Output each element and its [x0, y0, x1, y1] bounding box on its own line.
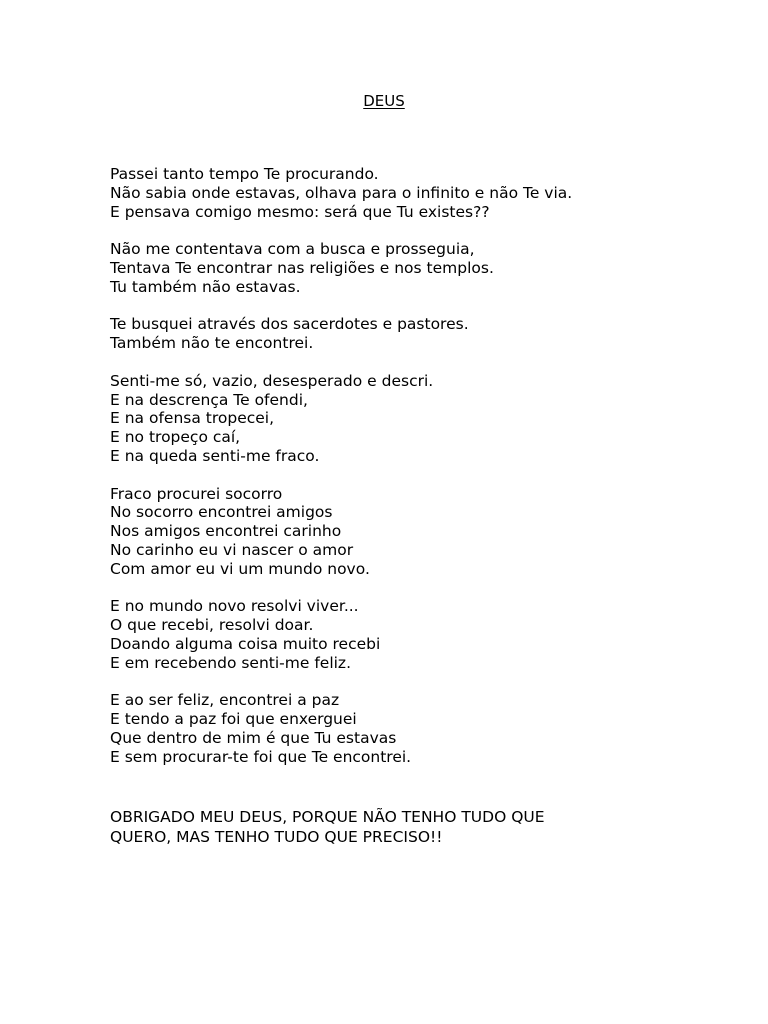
- stanza-6: [110, 597, 750, 672]
- poem-line: E na ofensa tropecei,: [110, 409, 275, 428]
- poem-body: [110, 165, 750, 785]
- stanza-5: [110, 485, 750, 579]
- poem-line: E na descrença Te ofendi,: [110, 390, 308, 409]
- poem-line: Passei tanto tempo Te procurando.: [110, 165, 379, 183]
- poem-line: Que dentro de mim é que Tu estavas: [110, 728, 397, 747]
- poem-line: No carinho eu vi nascer o amor: [110, 540, 354, 559]
- poem-line: No socorro encontrei amigos: [110, 503, 333, 522]
- poem-line: E na queda senti-me fraco.: [110, 446, 320, 465]
- poem-line: E em recebendo senti-me feliz.: [110, 653, 351, 672]
- poem-title: DEUS: [363, 92, 405, 110]
- poem-line: Nos amigos encontrei carinho: [110, 522, 342, 541]
- poem-line: Também não te encontrei.: [110, 334, 314, 353]
- poem-line: E ao ser feliz, encontrei a paz: [110, 691, 340, 710]
- poem-line: Tentava Te encontrar nas religiões e nos templos.: [110, 258, 494, 277]
- poem-line: E no mundo novo resolvi viver...: [110, 597, 359, 616]
- poem-line: E tendo a paz foi que enxerguei: [110, 710, 357, 729]
- closing-statement: [110, 807, 750, 847]
- poem-line: Tu também não estavas.: [110, 277, 301, 296]
- closing-line: OBRIGADO MEU DEUS, PORQUE NÃO TENHO TUDO QUE: [110, 808, 545, 826]
- stanza-4: [110, 372, 750, 466]
- stanza-3: [110, 315, 750, 353]
- poem-line: Não me contentava com a busca e prosseguia,: [110, 240, 475, 259]
- poem-line: Fraco procurei socorro: [110, 484, 283, 503]
- stanza-1: [110, 165, 750, 221]
- poem-line: Com amor eu vi um mundo novo.: [110, 559, 370, 578]
- stanza-2: [110, 240, 750, 296]
- poem-line: Te busquei através dos sacerdotes e pastores.: [110, 315, 469, 334]
- poem-line: O que recebi, resolvi doar.: [110, 616, 314, 635]
- poem-line: E pensava comigo mesmo: será que Tu existes??: [110, 202, 490, 221]
- closing-line: QUERO, MAS TENHO TUDO QUE PRECISO!!: [110, 828, 443, 846]
- poem-line: E no tropeço caí,: [110, 428, 241, 447]
- poem-line: Senti-me só, vazio, desesperado e descri.: [110, 371, 434, 390]
- stanza-7: [110, 691, 750, 766]
- poem-line: Doando alguma coisa muito recebi: [110, 634, 381, 653]
- poem-line: Não sabia onde estavas, olhava para o infinito e não Te via.: [110, 183, 573, 202]
- poem-line: E sem procurar-te foi que Te encontrei.: [110, 747, 412, 766]
